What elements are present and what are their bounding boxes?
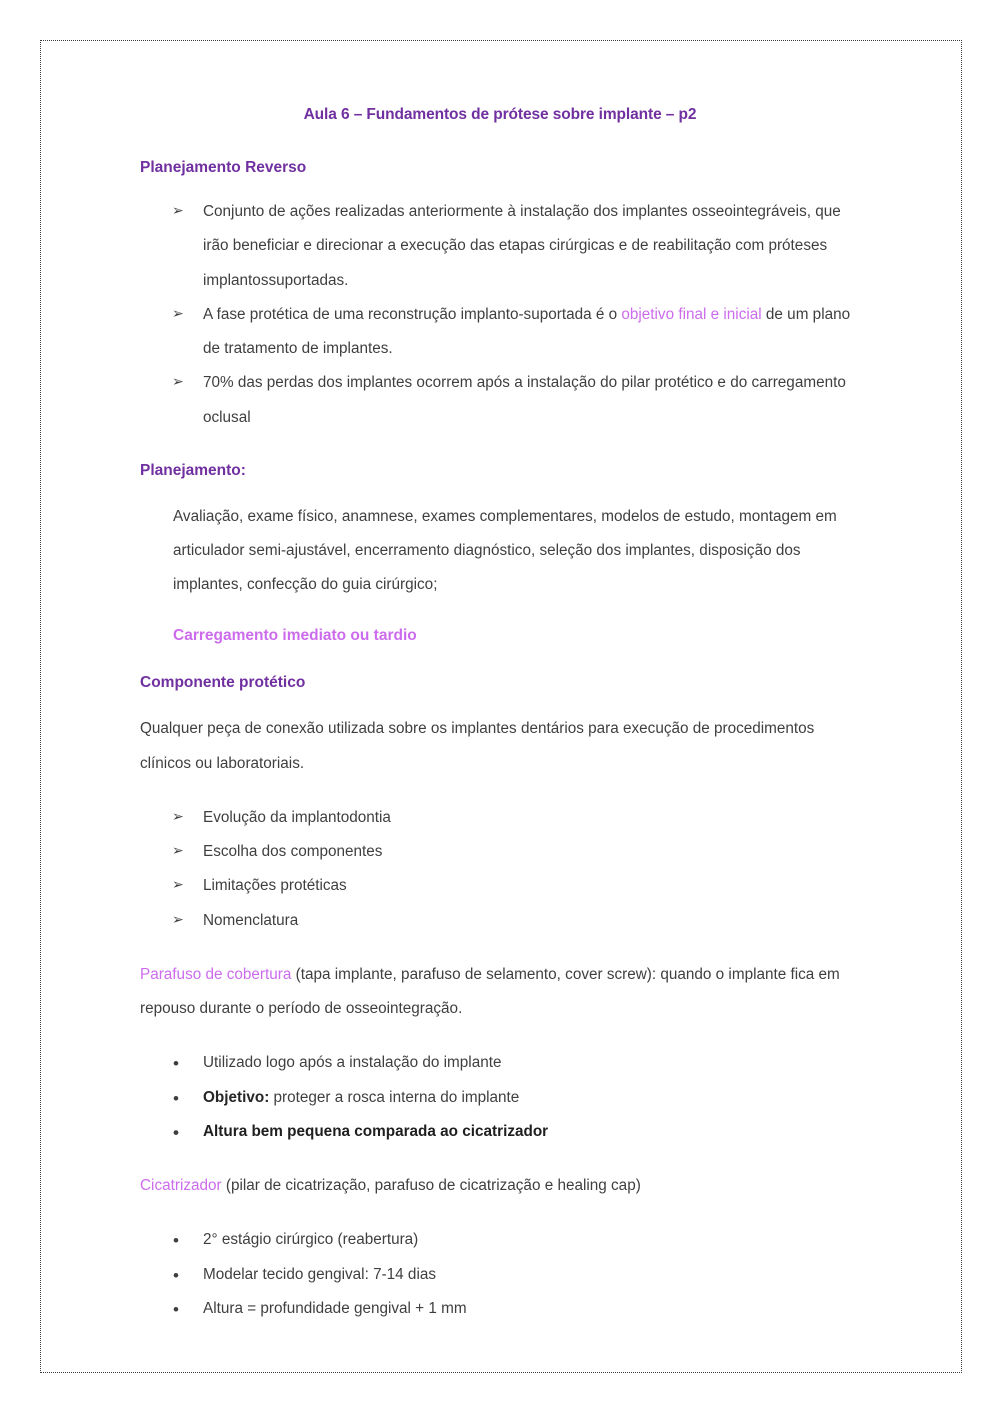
- list-item: [140, 298, 860, 367]
- list-item-label: Nomenclatura: [203, 911, 299, 929]
- arrowhead-bullet-icon: ➢: [172, 876, 184, 893]
- arrowhead-bullet-icon: ➢: [172, 807, 184, 824]
- round-bullet-icon: •: [173, 1054, 179, 1074]
- list-item: [140, 801, 860, 835]
- list-item-lead: Objetivo:: [203, 1088, 270, 1106]
- list-item: [140, 1081, 860, 1115]
- page-title: Aula 6 – Fundamentos de prótese sobre implante – p2: [303, 106, 697, 123]
- list-item: [140, 1223, 860, 1257]
- list-planejamento-reverso: [140, 195, 860, 435]
- spacer: [140, 647, 860, 673]
- list-cicatrizador: [140, 1223, 860, 1326]
- paragraph-parafuso-de-cobertura: [140, 958, 860, 1027]
- highlighted-term: objetivo final e inicial: [621, 305, 762, 323]
- list-item-label: 2° estágio cirúrgico (reabertura): [203, 1231, 419, 1249]
- spacer: [140, 1149, 860, 1169]
- list-item-text-pre: A fase protética de uma reconstrução implanto-suportada é o: [203, 305, 622, 323]
- list-item-label: Evolução da implantodontia: [203, 808, 391, 826]
- arrowhead-bullet-icon: ➢: [172, 202, 184, 219]
- list-item: [140, 195, 860, 298]
- list-parafuso-de-cobertura: [140, 1046, 860, 1149]
- spacer: [140, 781, 860, 801]
- term-cicatrizador: Cicatrizador: [140, 1177, 222, 1195]
- heading-planejamento: Planejamento:: [140, 461, 246, 479]
- list-item-label: Conjunto de ações realizadas anteriormente à instalação dos implantes osseointegráveis, que irão beneficiar e direcionar a execução das etapas cirúrgicas e de reabilitação com próteses implantossuportadas.: [203, 203, 841, 289]
- list-item-label: 70% das perdas dos implantes ocorrem após a instalação do pilar protético e do carregamento oclusal: [203, 374, 846, 426]
- list-item-label: Altura = profundidade gengival + 1 mm: [203, 1299, 467, 1317]
- round-bullet-icon: •: [173, 1265, 179, 1285]
- list-item-label: Altura bem pequena comparada ao cicatrizador: [203, 1122, 549, 1140]
- list-item: [140, 1292, 860, 1326]
- arrowhead-bullet-icon: ➢: [172, 373, 184, 390]
- spacer: [140, 1026, 860, 1046]
- list-item-label: Utilizado logo após a instalação do implante: [203, 1054, 502, 1072]
- spacer: [140, 482, 860, 500]
- list-item: [140, 1258, 860, 1292]
- list-item: [140, 366, 860, 435]
- list-item: [140, 904, 860, 938]
- spacer: [140, 602, 860, 626]
- arrowhead-bullet-icon: ➢: [172, 842, 184, 859]
- list-item: [140, 869, 860, 903]
- spacer: [140, 435, 860, 461]
- list-item-label: Escolha dos componentes: [203, 843, 383, 861]
- definition-cicatrizador: (pilar de cicatrização, parafuso de cicatrização e healing cap): [221, 1177, 641, 1195]
- term-parafuso-de-cobertura: Parafuso de cobertura: [140, 965, 292, 983]
- heading-componente-protetico: Componente protético: [140, 674, 306, 692]
- spacer: [140, 938, 860, 958]
- list-item-text-post: de um plano de tratamento de implantes.: [203, 305, 851, 358]
- list-componente-protetico: [140, 801, 860, 938]
- list-item: [140, 1046, 860, 1080]
- arrowhead-bullet-icon: ➢: [172, 304, 184, 321]
- list-item-label: Limitações protéticas: [203, 877, 347, 895]
- subheading-carregamento: Carregamento imediato ou tardio: [173, 627, 417, 645]
- document-content: [140, 105, 860, 1326]
- paragraph-planejamento: Avaliação, exame físico, anamnese, exames complementares, modelos de estudo, montagem em articulador semi-ajustável, encerramento diagnóstico, seleção dos implantes, disposição dos implantes, confecção do guia cirúrgico;: [173, 507, 837, 594]
- paragraph-cicatrizador: [140, 1169, 860, 1203]
- heading-planejamento-reverso: Planejamento Reverso: [140, 159, 307, 177]
- list-item: [140, 1115, 860, 1149]
- spacer: [140, 179, 860, 195]
- definition-parafuso-de-cobertura: (tapa implante, parafuso de selamento, cover screw): quando o implante fica em repouso durante o período de osseointegração.: [140, 965, 840, 1018]
- list-item-label: Modelar tecido gengival: 7-14 dias: [203, 1265, 436, 1283]
- arrowhead-bullet-icon: ➢: [172, 910, 184, 927]
- round-bullet-icon: •: [173, 1122, 179, 1142]
- round-bullet-icon: •: [173, 1088, 179, 1108]
- list-item: [140, 835, 860, 869]
- list-item-label: proteger a rosca interna do implante: [269, 1088, 520, 1106]
- spacer: [140, 1203, 860, 1223]
- round-bullet-icon: •: [173, 1231, 179, 1251]
- spacer: [140, 694, 860, 712]
- paragraph-componente-protetico: Qualquer peça de conexão utilizada sobre os implantes dentários para execução de procedimentos clínicos ou laboratoriais.: [140, 720, 815, 772]
- round-bullet-icon: •: [173, 1299, 179, 1319]
